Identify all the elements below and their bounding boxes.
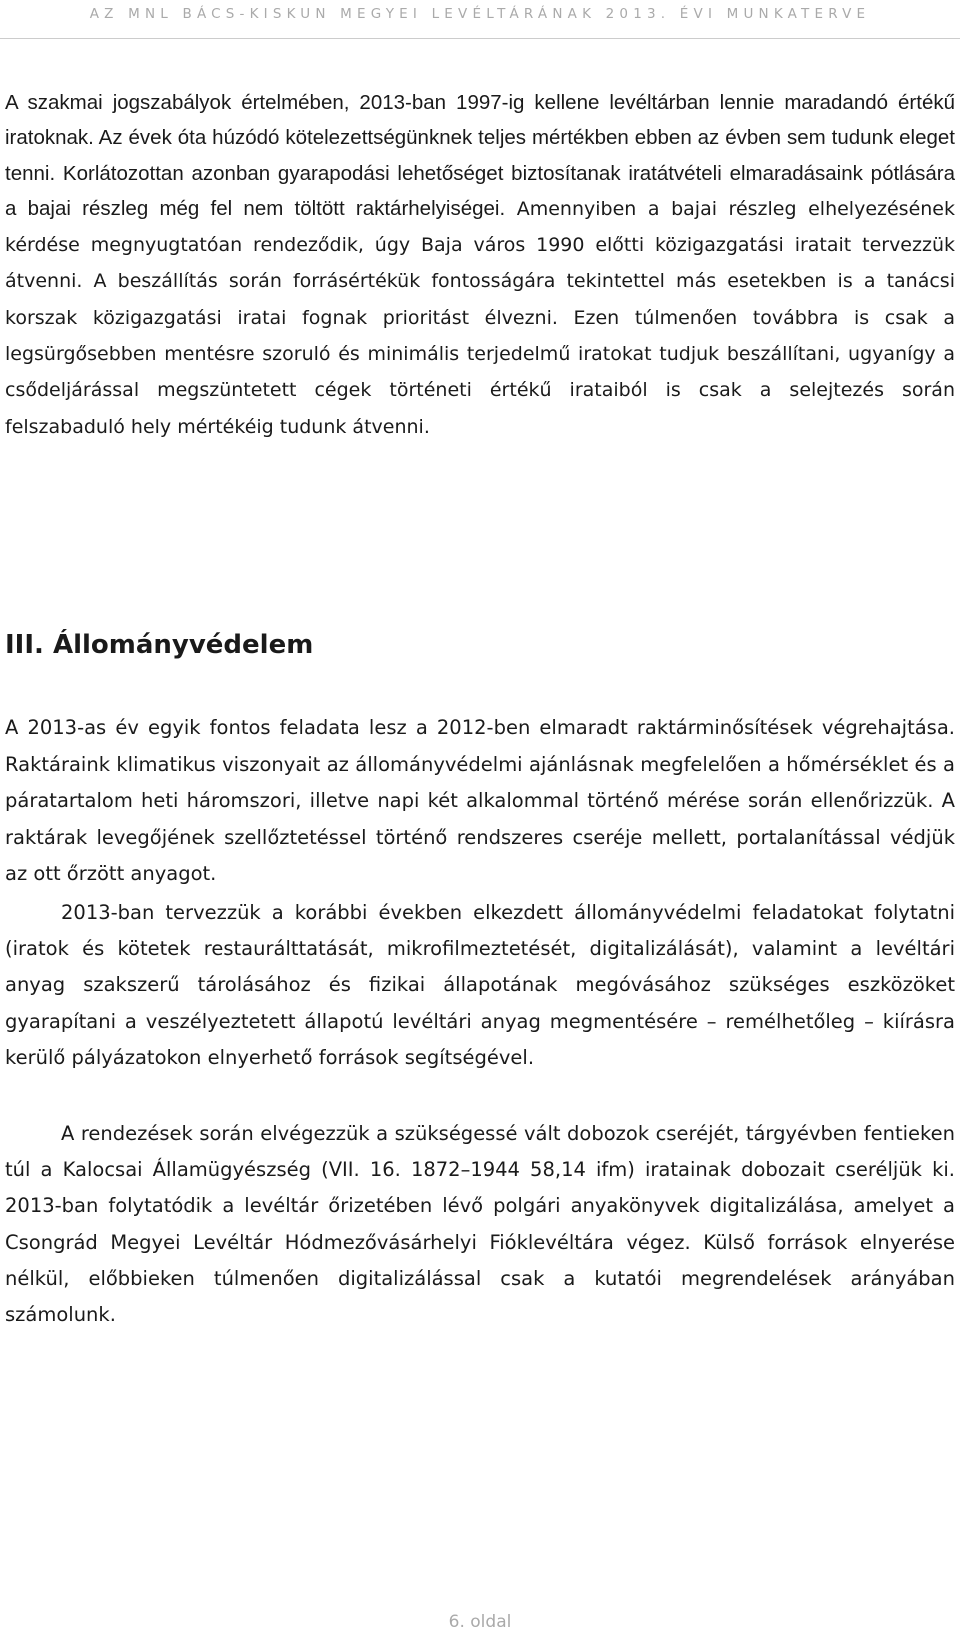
paragraph-acquisition-part2: Amennyiben a bajai részleg elhelyezésének kérdése megnyugtatóan rendeződik, úgy Baja város 1990 előtti közigazgatási iratait tervezzük átvenni. A beszállítás során forrásértékük fontosságára tekintettel más esetekben is a tanácsi korszak közigazgatási iratai fognak prioritást élvezni. Ezen túlmenően továbbra is csak a legsürgősebben mentésre szoruló és minimális terjedelmű iratokat tudjuk beszállítani, ugyanígy a csődeljárással megszüntetett cégek történeti értékű irataiból is csak a selejtezés során felszabaduló hely mértékéig tudunk átvenni. <box>5 197 955 438</box>
section-title: III. Állományvédelem <box>5 630 314 660</box>
header-divider <box>0 38 960 39</box>
paragraph-acquisition-part1: A szakmai jogszabályok értelmében, 2013-ban 1997-ig kellene levéltárban lennie maradandó értékű iratoknak. Az évek óta húzódó kötelezettségünknek teljes mértékben ebben az évben sem tudunk eleget tenni. Korlátozottan azonban gyarapodási lehetőséget biztosítanak iratátvételi elmaradásaink pótlására a bajai részleg még fel nem töltött raktárhelyiségei. <box>5 91 955 220</box>
paragraph-storage-qualification: A 2013-as év egyik fontos feladata lesz a 2012-ben elmaradt raktárminősítések végrehajtása. Raktáraink klimatikus viszonyait az állományvédelmi ajánlásnak megfelelően a hőmérséklet és a páratartalom heti háromszori, illetve napi két alkalommal történő mérése során ellenőrizzük. A raktárak levegőjének szellőztetéssel történő rendszeres cseréje mellett, portalanítással védjük az ott őrzött anyagot. <box>5 716 955 886</box>
page-number: 6. oldal <box>448 1612 512 1632</box>
paragraph-acquisition <box>5 85 955 445</box>
paragraph-box-replacement: A rendezések során elvégezzük a szükségessé vált dobozok cseréjét, tárgyévben fentieken túl a Kalocsai Államügyészség (VII. 16. 1872–1944 58,14 ifm) iratainak dobozait cseréljük ki. 2013-ban folytatódik a levéltár őrizetében lévő polgári anyakönyvek digitalizálása, amelyet a Csongrád Megyei Levéltár Hódmezővásárhelyi Fióklevéltára végez. Külső források elnyerése nélkül, előbbieken túlmenően digitalizálással csak a kutatói megrendelések arányában számolunk. <box>5 1122 955 1327</box>
page-header: AZ MNL BÁCS-KISKUN MEGYEI LEVÉLTÁRÁNAK 2013. ÉVI MUNKATERVE <box>89 6 871 22</box>
paragraph-preservation-tasks: 2013-ban tervezzük a korábbi években elkezdett állományvédelmi feladatokat folytatni (iratok és kötetek restaurálttatását, mikrofilmeztetését, digitalizálását), valamint a levéltári anyag szakszerű tárolásához és fizikai állapotának megóvásához szükséges eszközöket gyarapítani a veszélyeztetett állapotú levéltári anyag megmentésére – remélhetőleg – kiírásra kerülő pályázatokon elnyerhető források segítségével. <box>5 901 955 1069</box>
